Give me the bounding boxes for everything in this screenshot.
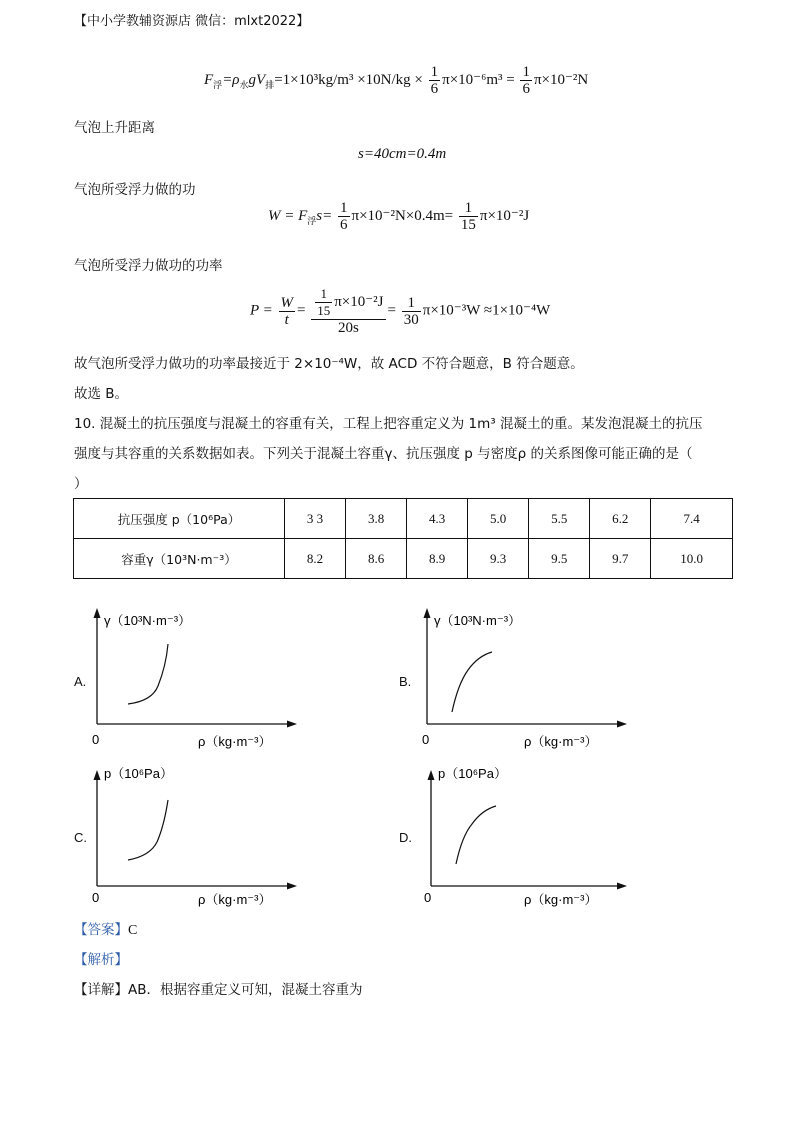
y-axis-label: γ（10³N·m⁻³） — [434, 613, 522, 628]
option-d-label: D. — [399, 830, 412, 845]
option-a-graph — [90, 606, 310, 756]
buoyancy-formula: $F_浮=\rho_水gV_排=1\times 10^3kg/m^3 \times 10N/kg$ × $\frac{1}{6}$ π×10⁻⁶m³ = $\frac{1}{6}$ π×10⁻²N — [204, 64, 589, 97]
table-cell: 9.7 — [590, 539, 651, 579]
table-cell: 6.2 — [590, 499, 651, 539]
rise-distance-label: 气泡上升距离 — [74, 120, 155, 136]
x-arrow-icon — [287, 883, 297, 890]
answer-value: C — [128, 923, 138, 938]
table-cell: 8.6 — [346, 539, 407, 579]
detail-line — [74, 978, 363, 998]
answer-line — [74, 918, 137, 939]
choose-text: 故选 B。 — [74, 386, 129, 402]
table-cell: 4.3 — [407, 499, 468, 539]
table-cell: 3.8 — [346, 499, 407, 539]
analysis-line — [74, 948, 128, 968]
curve — [128, 800, 168, 860]
y-axis-label: p（10⁶Pa） — [104, 766, 173, 781]
x-arrow-icon — [287, 721, 297, 728]
detail-text: AB．根据容重定义可知，混凝土容重为 — [128, 982, 363, 998]
y-arrow-icon — [94, 770, 101, 780]
table-cell: 8.9 — [407, 539, 468, 579]
table-cell: 9.3 — [468, 539, 529, 579]
table-cell: 3 3 — [285, 499, 346, 539]
source-header: 【中小学教辅资源店 微信：mlxt2022】 — [74, 14, 310, 29]
table-row — [74, 499, 733, 539]
table-row — [74, 539, 733, 579]
question-10-line1: 10. 混凝土的抗压强度与混凝土的容重有关，工程上把容重定义为 1m³ 混凝土的重。某发泡混凝土的抗压 — [74, 416, 703, 432]
option-c-graph — [90, 762, 310, 912]
answer-label: 【答案】 — [74, 922, 128, 938]
row-header: 抗压强度 p（10⁶Pa） — [74, 499, 285, 539]
option-b-graph — [420, 606, 640, 756]
table-cell: 5.0 — [468, 499, 529, 539]
x-axis-label: ρ（kg·m⁻³） — [524, 892, 598, 907]
question-10-line3: ） — [74, 476, 88, 492]
x-axis-label: ρ（kg·m⁻³） — [198, 734, 272, 749]
table-cell: 8.2 — [285, 539, 346, 579]
table-cell: 7.4 — [651, 499, 733, 539]
curve — [128, 644, 168, 704]
analysis-label: 【解析】 — [74, 952, 128, 968]
curve — [456, 806, 496, 864]
table-cell: 9.5 — [529, 539, 590, 579]
conclusion-text: 故气泡所受浮力做功的功率最接近于 2×10⁻⁴W，故 ACD 不符合题意，B 符合题意。 — [74, 356, 584, 372]
x-arrow-icon — [617, 883, 627, 890]
option-c-label: C. — [74, 830, 87, 845]
origin-label: 0 — [422, 732, 430, 747]
power-formula: P = $\frac{W}{t}$ = $\frac{1}{15}$ π×10⁻²J 20s = $\frac{1}{30}$ π×10⁻³W ≈1×10⁻⁴W — [250, 286, 551, 336]
work-formula: $W = F_浮s=$ $\frac{1}{6}$ π×10⁻²N×0.4m= $\frac{1}{15}$ π×10⁻²J — [268, 200, 530, 233]
curve — [452, 652, 492, 712]
y-arrow-icon — [428, 770, 435, 780]
distance-formula: s=40cm=0.4m — [358, 146, 447, 162]
y-arrow-icon — [424, 608, 431, 618]
option-a-label: A. — [74, 674, 87, 689]
x-axis-label: ρ（kg·m⁻³） — [524, 734, 598, 749]
origin-label: 0 — [92, 890, 100, 905]
origin-label: 0 — [424, 890, 432, 905]
option-d-graph — [420, 762, 640, 912]
x-arrow-icon — [617, 721, 627, 728]
row-header: 容重γ（10³N·m⁻³） — [74, 539, 285, 579]
option-b-label: B. — [399, 674, 412, 689]
question-10-line2: 强度与其容重的关系数据如表。下列关于混凝土容重γ、抗压强度 p 与密度ρ 的关系图像可能正确的是（ — [74, 446, 693, 462]
x-axis-label: ρ（kg·m⁻³） — [198, 892, 272, 907]
data-table — [73, 498, 733, 579]
y-arrow-icon — [94, 608, 101, 618]
y-axis-label: γ（10³N·m⁻³） — [104, 613, 192, 628]
work-label: 气泡所受浮力做的功 — [74, 182, 196, 198]
table-cell: 10.0 — [651, 539, 733, 579]
table-cell: 5.5 — [529, 499, 590, 539]
origin-label: 0 — [92, 732, 100, 747]
y-axis-label: p（10⁶Pa） — [438, 766, 507, 781]
power-label: 气泡所受浮力做功的功率 — [74, 258, 223, 274]
detail-label: 【详解】 — [74, 982, 128, 998]
